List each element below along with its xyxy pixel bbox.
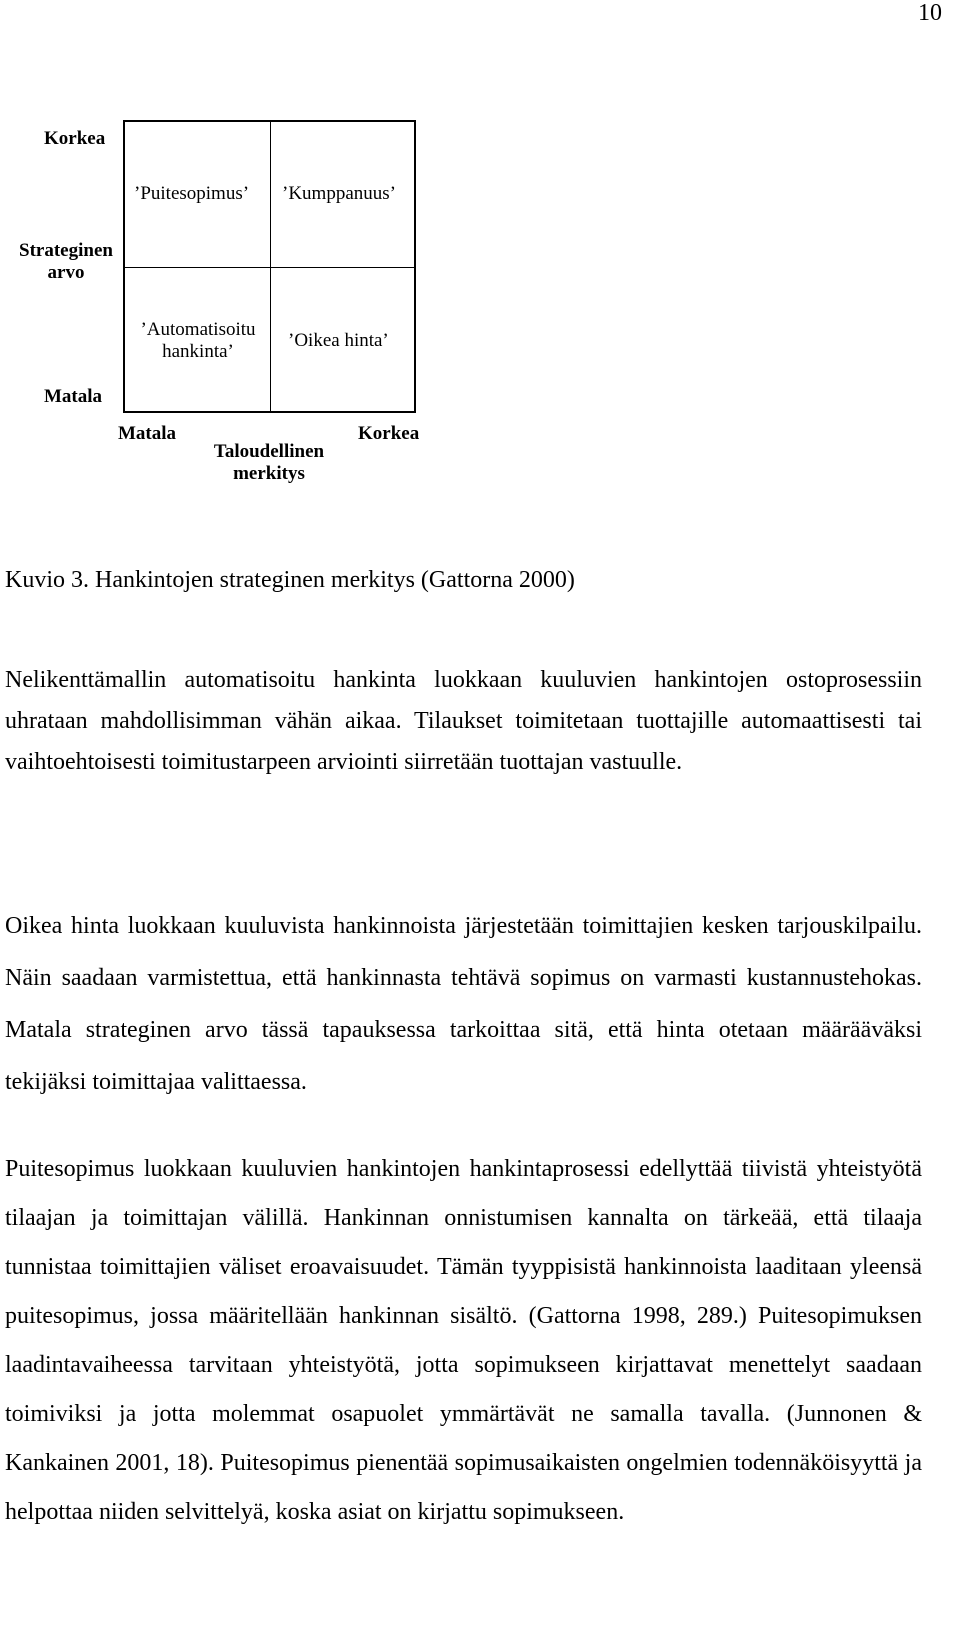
matrix-horizontal-divider: [125, 267, 414, 268]
quadrant-kumppanuus: ’Kumppanuus’: [282, 183, 396, 204]
strategic-matrix-figure: [0, 0, 960, 540]
y-axis-title-line2: arvo: [47, 262, 85, 283]
paragraph-puitesopimus: Puitesopimus luokkaan kuuluvien hankintojen hankintaprosessi edellyttää tiivistä yhteistyötä tilaajan ja toimittajan välillä. Hankinnan onnistumisen kannalta on tärkeää, että tilaaja tunnistaa toimittajien väliset eroavaisuudet. Tämän tyyppisistä hankinnoista laaditaan yleensä puitesopimus, jossa määritellään hankinnan sisältö. (Gattorna 1998, 289.) Puitesopimuksen laadintavaiheessa tarvitaan yhteistyötä, jotta sopimukseen kirjattavat menettelyt saadaan toimiviksi ja jotta molemmat osapuolet ymmärtävät ne samalla tavalla. (Junnonen & Kankainen 2001, 18). Puitesopimus pienentää sopimusaikaisten ongelmien todennäköisyyttä ja helpottaa niiden selvittelyä, koska asiat on kirjattu sopimukseen.: [5, 1156, 922, 1525]
x-axis-low-label: Matala: [118, 423, 177, 444]
y-axis-low-label: Matala: [44, 386, 103, 407]
page-number: 10: [918, 0, 942, 26]
x-axis-title: [204, 441, 334, 485]
y-axis-title-line1: Strateginen: [19, 240, 113, 261]
x-axis-title-line1: Taloudellinen: [213, 441, 325, 462]
figure-caption: Kuvio 3. Hankintojen strateginen merkitys (Gattorna 2000): [5, 567, 575, 593]
quadrant-automatisoitu-hankinta: [130, 319, 266, 363]
y-axis-high-label: Korkea: [44, 128, 106, 149]
matrix-grid: [123, 120, 416, 413]
x-axis-title-line2: merkitys: [233, 463, 305, 484]
quadrant-oikea-hinta: ’Oikea hinta’: [288, 330, 389, 351]
y-axis-title: [14, 240, 118, 284]
quadrant-automatisoitu-line2: hankinta’: [162, 341, 234, 362]
paragraph-oikea-hinta: Oikea hinta luokkaan kuuluvista hankinnoista järjestetään toimittajien kesken tarjouskilpailu. Näin saadaan varmistettua, että hankinnasta tehtävä sopimus on varmasti kustannustehokas. Matala strateginen arvo tässä tapauksessa tarkoittaa sitä, että hinta otetaan määrääväksi tekijäksi toimittajaa valittaessa.: [5, 913, 922, 1095]
paragraph-automatisoitu-hankinta: Nelikenttämallin automatisoitu hankinta luokkaan kuuluvien hankintojen ostoprosessiin uhrataan mahdollisimman vähän aikaa. Tilaukset toimitetaan tuottajille automaattisesti tai vaihtoehtoisesti toimitustarpeen arviointi siirretään tuottajan vastuulle.: [5, 667, 922, 775]
quadrant-puitesopimus: ’Puitesopimus’: [134, 183, 250, 204]
quadrant-automatisoitu-line1: ’Automatisoitu: [140, 319, 256, 340]
x-axis-high-label: Korkea: [358, 423, 420, 444]
